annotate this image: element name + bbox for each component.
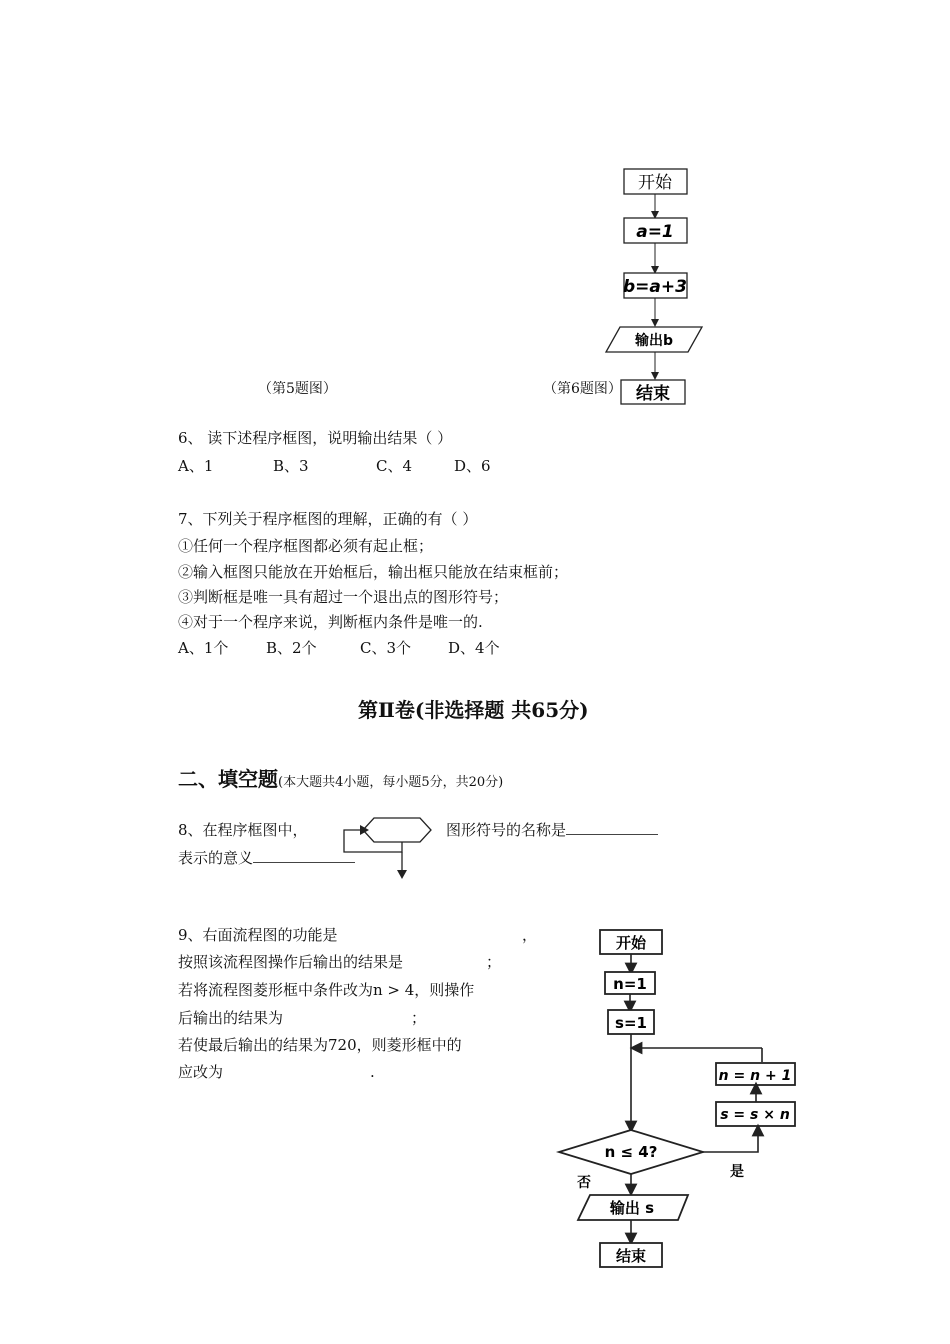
flow9-output-text: 输出 s — [609, 1199, 655, 1217]
part2-heading-row — [178, 763, 503, 792]
part2-heading: 二、填空题 — [178, 767, 278, 791]
flow6-output-text: 输出b — [634, 333, 674, 349]
flowchart-q6 — [600, 160, 720, 410]
flow9-s-init-text: s=1 — [615, 1014, 647, 1032]
q8-line2-row — [178, 851, 355, 866]
q7-option-d: D、4个 — [448, 639, 500, 657]
q9-line1: 9、右面流程图的功能是 — [178, 926, 338, 944]
q6-option-a: A、1 — [178, 457, 214, 475]
q7-option-c: C、3个 — [360, 639, 412, 657]
q8-suffix: 图形符号的名称是 — [446, 821, 567, 839]
q7-option-b: B、2个 — [266, 639, 317, 657]
q7-text: 7、下列关于程序框图的理解，正确的有（ ） — [178, 510, 478, 528]
flow9-n-init-text: n=1 — [613, 975, 647, 993]
q7-item-3: ③判断框是唯一具有超过一个退出点的图形符号； — [178, 588, 509, 606]
q8-answer-blank-1[interactable] — [566, 834, 658, 835]
flow9-condition-text: n ≤ 4? — [604, 1143, 658, 1161]
flow6-assign-b-text: b=a+3 — [623, 277, 687, 297]
flow6-start-text: 开始 — [638, 173, 672, 193]
q8-answer-blank-2[interactable] — [253, 862, 355, 863]
fig6-caption: （第6题图） — [543, 381, 622, 397]
q7-item-4: ④对于一个程序来说，判断框内条件是唯一的. — [178, 613, 483, 631]
q6-option-c: C、4 — [376, 457, 413, 475]
q9-line6-end: . — [370, 1063, 375, 1081]
q6-options — [178, 459, 491, 474]
q9-line4-end: ； — [411, 1009, 427, 1027]
q8-suffix-row — [446, 823, 658, 838]
flow9-start-text: 开始 — [615, 934, 647, 952]
flow9-no-label: 否 — [577, 1175, 591, 1191]
q9-line6: 应改为 — [178, 1063, 224, 1081]
q8-loop-symbol — [336, 812, 436, 882]
q7-options — [178, 641, 500, 656]
q6-option-d: D、6 — [454, 457, 491, 475]
q9-line5: 若使最后输出的结果为720，则菱形框中的 — [178, 1036, 462, 1054]
flow6-assign-a-text: a=1 — [636, 222, 674, 242]
q7-item-2: ②输入框图只能放在开始框后，输出框只能放在结束框前； — [178, 563, 569, 581]
q9-line3: 若将流程图菱形框中条件改为n > 4，则操作 — [178, 981, 475, 999]
q6-text: 6、 读下述程序框图，说明输出结果（ ） — [178, 429, 453, 447]
flow9-multiply-text: s = s × n — [720, 1107, 790, 1123]
fig5-caption: （第5题图） — [258, 381, 337, 397]
q7-option-a: A、1个 — [178, 639, 229, 657]
q6-option-b: B、3 — [273, 457, 309, 475]
q9-line1-end: ， — [522, 926, 538, 944]
section2-title: 第Ⅱ卷(非选择题 共65分) — [358, 698, 589, 722]
part2-note: (本大题共4小题，每小题5分，共20分) — [278, 775, 504, 790]
q7-item-1: ①任何一个程序框图都必须有起止框； — [178, 537, 434, 555]
q9-line2-end: ； — [486, 953, 502, 971]
q9-line2: 按照该流程图操作后输出的结果是 — [178, 953, 404, 971]
flow9-increment-text: n = n + 1 — [718, 1068, 792, 1084]
flow9-yes-label: 是 — [730, 1164, 744, 1180]
flowchart-q9 — [550, 922, 810, 1272]
q9-line4: 后输出的结果为 — [178, 1009, 284, 1027]
q8-prefix: 8、在程序框图中， — [178, 821, 308, 839]
loop-hexagon-shape — [363, 818, 431, 842]
q8-line2: 表示的意义 — [178, 849, 254, 867]
flow9-end-text: 结束 — [615, 1247, 647, 1265]
flow6-end-text: 结束 — [636, 384, 670, 404]
